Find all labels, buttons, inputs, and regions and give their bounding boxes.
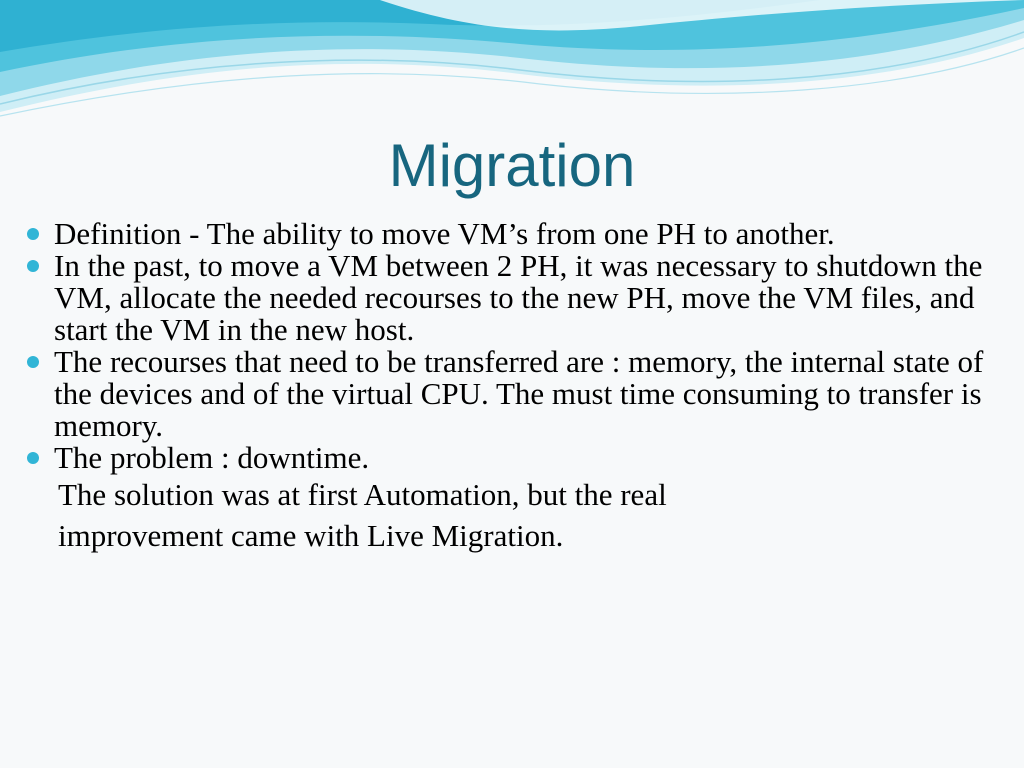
bullet-text: In the past, to move a VM between 2 PH, it was necessary to shutdown the VM, allocate the needed recourses to the new PH, move the VM files, and start the VM in the new host. bbox=[54, 248, 983, 347]
bullet-item bbox=[24, 346, 984, 442]
bullet-text: The recourses that need to be transferred are : memory, the internal state of the devices and of the virtual CPU. The must time consuming to transfer is memory. bbox=[54, 344, 984, 443]
bullet-list bbox=[24, 218, 984, 556]
bullet-item bbox=[24, 218, 984, 250]
bullet-text: Definition - The ability to move VM’s from one PH to another. bbox=[54, 216, 835, 251]
slide-title: Migration bbox=[388, 132, 636, 199]
continuation-line: The solution was at first Automation, but the real bbox=[58, 477, 667, 512]
header-wave-decoration bbox=[0, 0, 1024, 130]
bullet-item bbox=[24, 442, 984, 556]
bullet-item bbox=[24, 250, 984, 346]
bullet-dot-icon bbox=[27, 260, 39, 272]
bullet-dot-icon bbox=[27, 356, 39, 368]
bullet-text: The problem : downtime. bbox=[54, 440, 370, 475]
continuation-line: improvement came with Live Migration. bbox=[58, 518, 564, 553]
bullet-dot-icon bbox=[27, 228, 39, 240]
bullet-dot-icon bbox=[27, 452, 39, 464]
